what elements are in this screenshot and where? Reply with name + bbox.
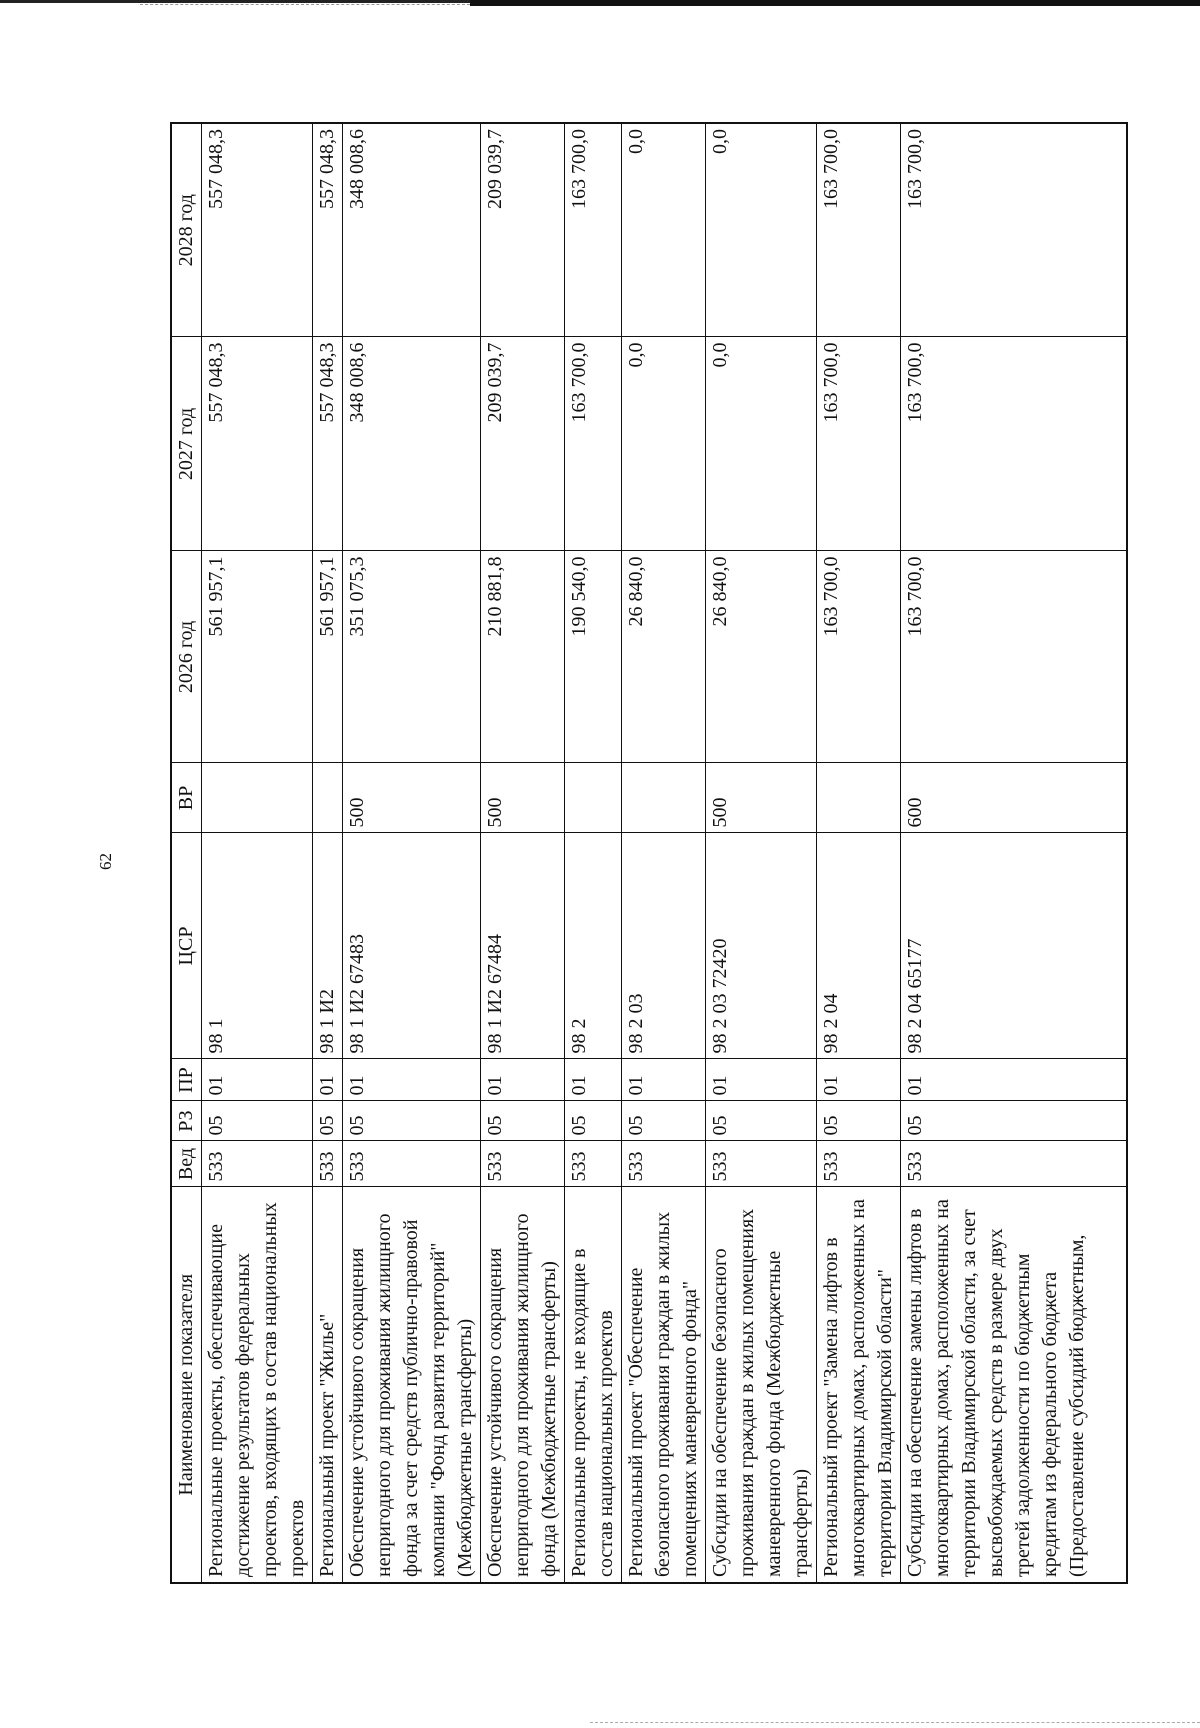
row-2028: 163 700,0 [565, 123, 622, 337]
row-rz: 05 [343, 1101, 481, 1141]
row-2028: 163 700,0 [817, 123, 901, 337]
row-name: Региональный проект "Замена лифтов в многоквартирных домах, расположенных на территории Владимирской области" [817, 1187, 901, 1583]
col-header-csr: ЦСР [171, 833, 202, 1059]
row-vr: 500 [706, 763, 817, 833]
row-pr: 01 [622, 1059, 706, 1101]
row-2026: 163 700,0 [817, 551, 901, 763]
table-row [622, 123, 706, 1583]
row-csr: 98 2 04 [817, 833, 901, 1059]
row-rz: 05 [565, 1101, 622, 1141]
row-name: Региональные проекты, обеспечивающие достижение результатов федеральных проектов, входящих в состав национальных проектов [202, 1187, 313, 1583]
row-name: Региональные проекты, не входящие в состав национальных проектов [565, 1187, 622, 1583]
row-vr: 600 [901, 763, 1127, 833]
row-rz: 05 [202, 1101, 313, 1141]
row-2028: 557 048,3 [202, 123, 313, 337]
row-2026: 26 840,0 [706, 551, 817, 763]
row-2026: 26 840,0 [622, 551, 706, 763]
row-pr: 01 [817, 1059, 901, 1101]
row-vr: 500 [481, 763, 565, 833]
table-row [202, 123, 313, 1583]
row-rz: 05 [817, 1101, 901, 1141]
row-2026: 163 700,0 [901, 551, 1127, 763]
row-pr: 01 [706, 1059, 817, 1101]
row-2026: 210 881,8 [481, 551, 565, 763]
row-2027: 557 048,3 [313, 337, 343, 551]
row-2027: 557 048,3 [202, 337, 313, 551]
row-2026: 561 957,1 [313, 551, 343, 763]
scan-edge-top-dark [470, 0, 1200, 6]
row-pr: 01 [901, 1059, 1127, 1101]
table-row [313, 123, 343, 1583]
scan-artifact-bottom [590, 1722, 1200, 1724]
col-header-pr: ПР [171, 1059, 202, 1101]
row-csr: 98 2 [565, 833, 622, 1059]
row-rz: 05 [706, 1101, 817, 1141]
table-row [706, 123, 817, 1583]
col-header-vr: ВР [171, 763, 202, 833]
col-header-2026: 2026 год [171, 551, 202, 763]
row-name: Обеспечение устойчивого сокращения непригодного для проживания жилищного фонда (Межбюджетные трансферты) [481, 1187, 565, 1583]
row-pr: 01 [565, 1059, 622, 1101]
row-ved: 533 [706, 1141, 817, 1187]
row-csr: 98 1 И2 67483 [343, 833, 481, 1059]
row-ved: 533 [565, 1141, 622, 1187]
row-rz: 05 [622, 1101, 706, 1141]
row-2026: 351 075,3 [343, 551, 481, 763]
row-csr: 98 2 03 [622, 833, 706, 1059]
row-vr [202, 763, 313, 833]
row-csr: 98 1 [202, 833, 313, 1059]
budget-table [170, 122, 1128, 1584]
row-rz: 05 [481, 1101, 565, 1141]
table-row [481, 123, 565, 1583]
row-name: Региональный проект "Жилье" [313, 1187, 343, 1583]
scan-artifact-line [140, 4, 470, 6]
row-csr: 98 1 И2 67484 [481, 833, 565, 1059]
row-2026: 561 957,1 [202, 551, 313, 763]
row-2027: 348 008,6 [343, 337, 481, 551]
budget-table-frame [170, 124, 1110, 1584]
row-2027: 163 700,0 [565, 337, 622, 551]
row-name: Субсидии на обеспечение безопасного проживания граждан в жилых помещениях маневренного фонда (Межбюджетные трансферты) [706, 1187, 817, 1583]
row-2026: 190 540,0 [565, 551, 622, 763]
row-2027: 163 700,0 [901, 337, 1127, 551]
row-2027: 163 700,0 [817, 337, 901, 551]
row-pr: 01 [481, 1059, 565, 1101]
table-row [901, 123, 1127, 1583]
col-header-2027: 2027 год [171, 337, 202, 551]
row-vr [622, 763, 706, 833]
row-2028: 209 039,7 [481, 123, 565, 337]
col-header-rz: РЗ [171, 1101, 202, 1141]
row-pr: 01 [343, 1059, 481, 1101]
row-csr: 98 2 04 65177 [901, 833, 1127, 1059]
row-csr: 98 1 И2 [313, 833, 343, 1059]
row-2028: 348 008,6 [343, 123, 481, 337]
row-ved: 533 [622, 1141, 706, 1187]
row-pr: 01 [313, 1059, 343, 1101]
table-header-row [171, 123, 202, 1583]
row-name: Субсидии на обеспечение замены лифтов в многоквартирных домах, расположенных на территории Владимирской области, за счет высвобождаемых средств в размере двух третей задолженности по бюджетным кредитам из федерального бюджета (Предоставление субсидий бюджетным, [901, 1187, 1127, 1583]
row-csr: 98 2 03 72420 [706, 833, 817, 1059]
col-header-name: Наименование показателя [171, 1187, 202, 1583]
col-header-ved: Вед [171, 1141, 202, 1187]
row-ved: 533 [313, 1141, 343, 1187]
row-2028: 163 700,0 [901, 123, 1127, 337]
table-row [817, 123, 901, 1583]
row-vr: 500 [343, 763, 481, 833]
table-row [565, 123, 622, 1583]
row-rz: 05 [313, 1101, 343, 1141]
row-vr [565, 763, 622, 833]
row-pr: 01 [202, 1059, 313, 1101]
row-ved: 533 [202, 1141, 313, 1187]
row-name: Обеспечение устойчивого сокращения непригодного для проживания жилищного фонда за счет средств публично-правовой компании "Фонд развития территорий" (Межбюджетные трансферты) [343, 1187, 481, 1583]
row-name: Региональный проект "Обеспечение безопасного проживания граждан в жилых помещениях маневренного фонда" [622, 1187, 706, 1583]
row-rz: 05 [901, 1101, 1127, 1141]
page-number: 62 [96, 853, 115, 870]
row-ved: 533 [343, 1141, 481, 1187]
row-2028: 557 048,3 [313, 123, 343, 337]
row-ved: 533 [817, 1141, 901, 1187]
row-2028: 0,0 [622, 123, 706, 337]
row-2028: 0,0 [706, 123, 817, 337]
row-vr [817, 763, 901, 833]
row-2027: 209 039,7 [481, 337, 565, 551]
row-2027: 0,0 [622, 337, 706, 551]
col-header-2028: 2028 год [171, 123, 202, 337]
row-2027: 0,0 [706, 337, 817, 551]
row-ved: 533 [901, 1141, 1127, 1187]
table-row [343, 123, 481, 1583]
row-vr [313, 763, 343, 833]
row-ved: 533 [481, 1141, 565, 1187]
